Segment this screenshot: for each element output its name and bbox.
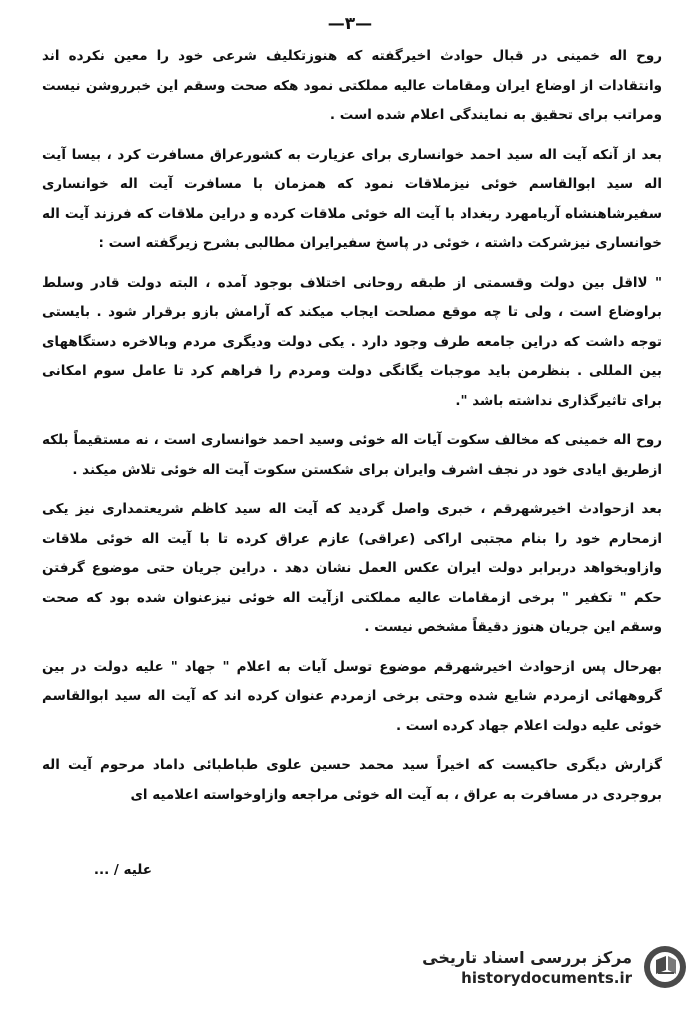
watermark-title: مرکز بررسی اسناد تاریخی <box>422 947 632 967</box>
document-body <box>42 42 662 810</box>
watermark-logo-icon <box>642 944 688 990</box>
continuation-marker: علیه / ... <box>93 862 152 878</box>
watermark-url: historydocuments.ir <box>461 968 632 987</box>
watermark <box>408 938 688 996</box>
paragraph-1: روح اله خمینی در قبال حوادث اخیرگفته که هنوزتکلیف شرعی خود را معین نکرده اند وانتقادات از اوضاع ایران ومقامات عالیه مملکتی نمود هکه صحت وسقم این خبرروشن نیست ومراتب برای تحقیق به نمایندگی اعلام شده است . <box>42 48 662 123</box>
paragraph-4: روح اله خمینی که مخالف سکوت آیات اله خوئی وسید احمد خوانساری است ، نه مستقیماً بلکه ازطریق ایادی خود در نجف اشرف وایران برای شکستن سکوت آیت اله خوئی تلاش میکند . <box>42 432 662 478</box>
paragraph-2: بعد از آنکه آیت اله سید احمد خوانساری برای عزیارت به کشورعراق مسافرت کرد ، بیسا آیت اله سید ابوالقاسم خوئی نیزملاقات نمود که همزمان با مسافرت آیت اله خوانساری سفیرشاهنشاه آریامهرد ربغداد با آیت اله خوئی ملاقات کرده و دراین ملاقات که فرزند آیت اله خوانساری نیزشرکت داشته ، خوئی در پاسخ سفیرایران مطالبی بشرح زیرگفته است : <box>42 146 662 251</box>
paragraph-quote: " لااقل بین دولت وقسمتی از طبقه روحانی اختلاف بوجود آمده ، البته دولت قادر وسلط براوضاع است ، ولی تا چه موقع مصلحت ایجاب میکند که آرامش بازو برقرار شود . بایستی توجه داشت که دراین جامعه طرف وجود دارد . یکی دولت ودیگری مردم وبالاخره دستگاههای بین المللی . بنظرمن باید موجبات یگانگی دولت ومردم را فراهم کرد تا عامل سوم امکانی برای تاثیرگذاری نداشته باشد ". <box>42 274 662 409</box>
paragraph-7: گزارش دیگری حاکیست که اخیراً سید محمد حسین علوی طباطبائی داماد مرحوم آیت اله بروجردی در مسافرت به عراق ، به آیت اله خوئی مراجعه وازاوخواسته اعلامیه ای <box>42 757 662 803</box>
paragraph-6: بهرحال پس ازحوادث اخیرشهرقم موضوع توسل آیات به اعلام " جهاد " علیه دولت در بین گروههائی ازمردم شایع شده وحتی برخی ازمردم عنوان کرده اند که آیت اله سید ابوالقاسم خوئی علیه دولت اعلام جهاد کرده است . <box>42 658 662 734</box>
paragraph-5: بعد ازحوادث اخیرشهرقم ، خبری واصل گردید که آیت اله سید کاظم شریعتمداری نیز یکی ازمحارم خود را بنام مجتبی اراکی (عراقی) عازم عراق کرده تا با آیت اله خوئی ملاقات وازاوبخواهد دربرابر دولت ایران عکس العمل نشان دهد . دراین جریان حتی موضوع گرفتن حکم " تکفیر " برخی ازمقامات عالیه مملکتی ازآیت اله خوئی نیزعنوان شده بود که صحت وسقم این جریان هنوز دقیقاً مشخص نیست . <box>42 501 662 635</box>
watermark-text <box>422 948 632 987</box>
page-number: —۳— <box>327 14 373 34</box>
